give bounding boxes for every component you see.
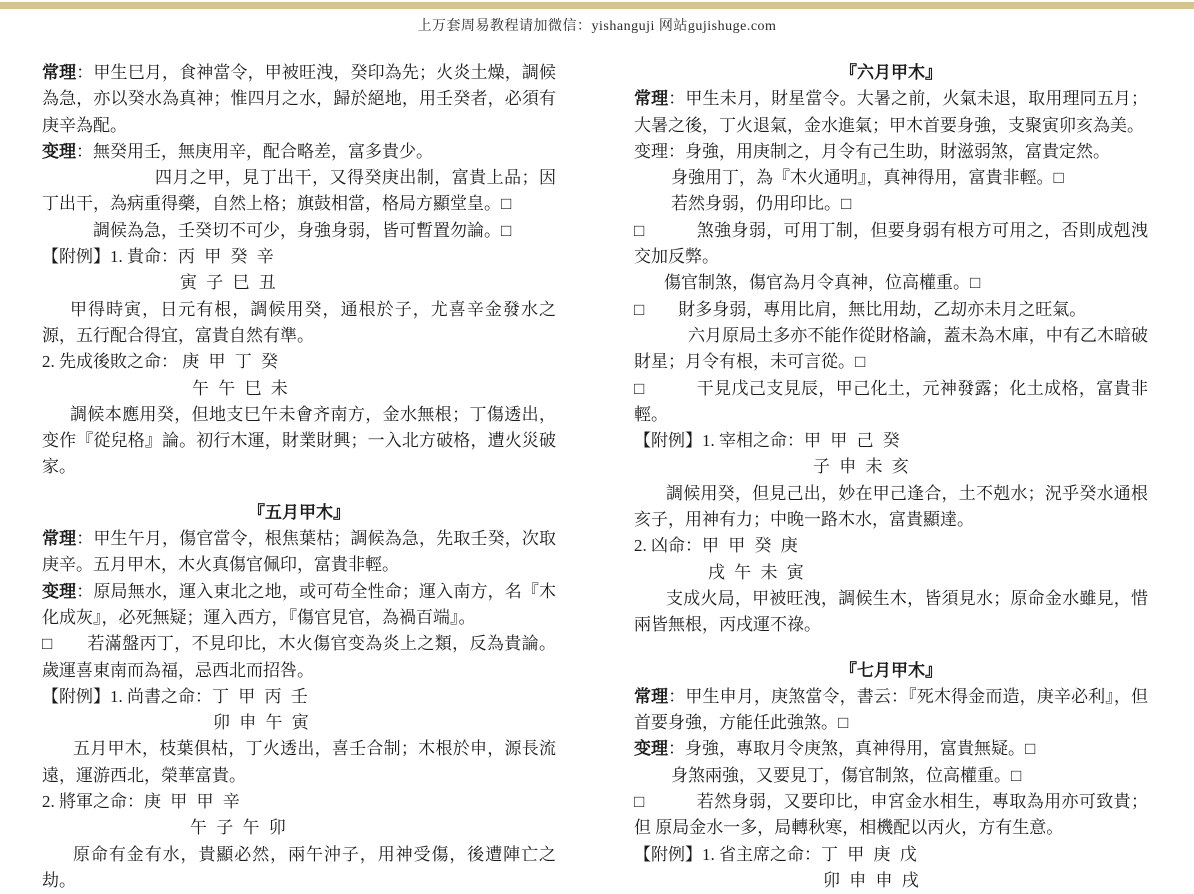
paragraph: 身煞兩強，又要見丁，傷官制煞，位高權重。□ bbox=[671, 765, 1022, 785]
paragraph-text: ：身強，專取月令庚煞，真神得用，富貴無疑。□ bbox=[668, 739, 1036, 759]
paragraph-text: ：甲生午月，傷官當令，根焦葉枯；調候為急，先取壬癸，次取庚辛。五月甲木，木火真傷官佩印，富貴非輕。 bbox=[42, 529, 557, 575]
document-page bbox=[0, 2, 1194, 890]
pillar-stems: 丁 甲 庚 戊 bbox=[821, 844, 917, 864]
pillar-branches: 子 申 未 亥 bbox=[813, 457, 909, 477]
pillar-stems: 丙 甲 癸 辛 bbox=[178, 247, 274, 267]
example-line bbox=[634, 533, 1148, 559]
paragraph: 五月甲木，枝葉俱枯，丁火透出，喜壬合制；木根於申，源長流遠，運游西北，榮華富貴。 bbox=[42, 739, 556, 785]
example-line bbox=[634, 842, 1148, 868]
pillar-branches: 戌 午 未 寅 bbox=[708, 562, 804, 582]
example-prefix: 【附例】1. 省主席之命： bbox=[634, 844, 821, 864]
example-line bbox=[42, 244, 556, 270]
paragraph-bianli-liuyue bbox=[634, 139, 1148, 165]
pillar-branches: 卯 申 午 寅 bbox=[213, 713, 309, 733]
paragraph-text: ：無癸用壬，無庚用辛，配合略差，富多貴少。 bbox=[76, 141, 433, 161]
pillar-stems: 庚 甲 甲 辛 bbox=[144, 792, 240, 812]
paragraph: 四月之甲，見丁出干，又得癸庚出制，富貴上品；因丁出干，為病重得藥，自然上格；旗鼓相當，格局方顯堂皇。□ bbox=[42, 168, 556, 214]
paragraph: □ 煞強身弱，可用丁制，但要身弱有根方可用之，否則成剋洩交加反弊。 bbox=[634, 220, 1148, 267]
right-column bbox=[634, 60, 1148, 894]
paragraph: 傷官制煞，傷官為月令真神，位高權重。□ bbox=[664, 273, 981, 293]
pillar-stems: 庚 甲 丁 癸 bbox=[182, 352, 278, 372]
pillar-branches: 卯 申 申 戌 bbox=[823, 870, 919, 890]
page-body bbox=[0, 35, 1194, 894]
paragraph-text: ：甲生巳月，食神當令，甲被旺洩，癸印為先；火炎土燥，調候為急，亦以癸水為真神；惟四月之水，歸於絕地，用壬癸者，必須有庚辛為配。 bbox=[42, 63, 557, 135]
left-column bbox=[42, 60, 556, 894]
paragraph: 原命有金有水，貴顯必然，兩午沖子，用神受傷，後遭陣亡之劫。 bbox=[42, 844, 556, 890]
section-title-wuyue-jiamu: 『五月甲木』 bbox=[248, 502, 350, 522]
paragraph: 調候為急，壬癸切不可少，身強身弱，皆可暫置勿論。□ bbox=[93, 220, 512, 240]
paragraph: 甲得時寅，日元有根，調候用癸，通根於子，尤喜辛金發水之源，五行配合得宜，富貴自然有準。 bbox=[42, 299, 556, 345]
paragraph: □ 財多身弱，專用比肩，無比用劫，乙刧亦未月之旺氣。 bbox=[634, 299, 1087, 319]
example-line bbox=[42, 684, 556, 710]
pillar-branches: 午 子 午 卯 bbox=[190, 818, 286, 838]
paragraph-text: ：甲生未月，財星當令。大暑之前，火氣未退，取用理同五月；大暑之後，丁火退氣，金水進氣；甲木首要身強，支聚寅卯亥為美。 bbox=[634, 89, 1149, 135]
example-prefix: 2. 先成後敗之命： bbox=[42, 352, 183, 372]
example-line bbox=[42, 349, 556, 375]
paragraph: 調候本應用癸，但地支巳午未會齐南方，金水無根；丁傷透出，变作『從兒格』論。初行木運，財業財興；一入北方破格，遭火災破家。 bbox=[42, 404, 556, 477]
pillar-stems: 丁 甲 丙 壬 bbox=[212, 686, 308, 706]
paragraph-text: ：原局無水，運入東北之地，或可苟全性命；運入南方，名『木化成灰』，必死無疑；運入西方，『傷官見官，為禍百端』。 bbox=[42, 581, 557, 627]
paragraph: 調候用癸，但見己出，妙在甲己逢合，土不剋水；況乎癸水通根亥子，用神有力；中晚一路木水，富貴顯達。 bbox=[634, 483, 1148, 530]
paragraph-changli-liuyue bbox=[634, 86, 1148, 139]
section-title-qiyue-jiamu: 『七月甲木』 bbox=[840, 660, 942, 680]
paragraph: □ 若滿盤丙丁，不見印比，木火傷官变為炎上之類，反為貴論。歲運喜東南而為福，忌西北而招咎。 bbox=[42, 634, 556, 680]
paragraph-label: 变理 bbox=[634, 739, 668, 759]
top-accent-bar bbox=[0, 2, 1194, 9]
paragraph-changli-siyue bbox=[42, 60, 556, 139]
paragraph: 支成火局，甲被旺洩，調候生木，皆須見水；原命金水雖見，惜兩皆無根，丙戌運不祿。 bbox=[634, 588, 1148, 635]
paragraph-label: 常理 bbox=[42, 63, 77, 82]
paragraph-label: 变理 bbox=[634, 141, 668, 161]
example-prefix: 【附例】1. 宰相之命： bbox=[634, 431, 804, 451]
example-prefix: 【附例】1. 貴命： bbox=[42, 247, 178, 267]
paragraph-text: ：身強，用庚制之，月令有己生助，財滋弱煞，富貴定然。 bbox=[668, 141, 1110, 161]
paragraph: 六月原局土多亦不能作從財格論，蓋未為木庫，中有乙木暗破財星；月令有根，未可言從。□ bbox=[634, 325, 1148, 372]
example-prefix: 2. 將軍之命： bbox=[42, 792, 144, 812]
paragraph-label: 常理 bbox=[42, 529, 77, 549]
paragraph-label: 变理 bbox=[42, 141, 76, 161]
pillar-stems: 甲 甲 癸 庚 bbox=[702, 536, 798, 556]
paragraph-text: ：甲生申月，庚煞當令，書云：『死木得金而造，庚辛必利』，但首要身強，方能任此強煞。□ bbox=[634, 686, 1149, 733]
paragraph-bianli-qiyue bbox=[634, 736, 1148, 762]
paragraph-label: 常理 bbox=[634, 686, 669, 706]
section-title-liuyue-jiamu: 『六月甲木』 bbox=[840, 63, 942, 82]
example-prefix: 【附例】1. 尚書之命： bbox=[42, 686, 212, 706]
paragraph-label: 变理 bbox=[42, 581, 77, 601]
paragraph-bianli-siyue bbox=[42, 139, 556, 165]
paragraph: 身強用丁，為『木火通明』，真神得用，富貴非輕。□ bbox=[671, 168, 1064, 188]
paragraph-label: 常理 bbox=[634, 89, 669, 109]
pillar-branches: 寅 子 巳 丑 bbox=[180, 273, 276, 293]
pillar-stems: 甲 甲 己 癸 bbox=[804, 431, 900, 451]
paragraph-bianli-wuyue bbox=[42, 579, 556, 632]
paragraph: □ 若然身弱，又要印比，申宮金水相生，專取為用亦可致貴；但 原局金水一多，局轉秋寒，相機配以丙火，方有生意。 bbox=[634, 792, 1148, 838]
paragraph: 若然身弱，仍用印比。□ bbox=[671, 194, 852, 214]
example-line bbox=[634, 428, 1148, 454]
paragraph: □ 干見戊己支見辰，甲己化土，元神發露；化土成格，富貴非輕。 bbox=[634, 378, 1148, 424]
example-line bbox=[42, 789, 556, 815]
example-prefix: 2. 凶命： bbox=[634, 536, 702, 556]
pillar-branches: 午 午 巳 未 bbox=[192, 378, 288, 398]
paragraph-changli-wuyue bbox=[42, 526, 556, 579]
promo-header: 上万套周易教程请加微信：yishanguji 网站gujishuge.com bbox=[417, 19, 777, 34]
paragraph-changli-qiyue bbox=[634, 684, 1148, 737]
